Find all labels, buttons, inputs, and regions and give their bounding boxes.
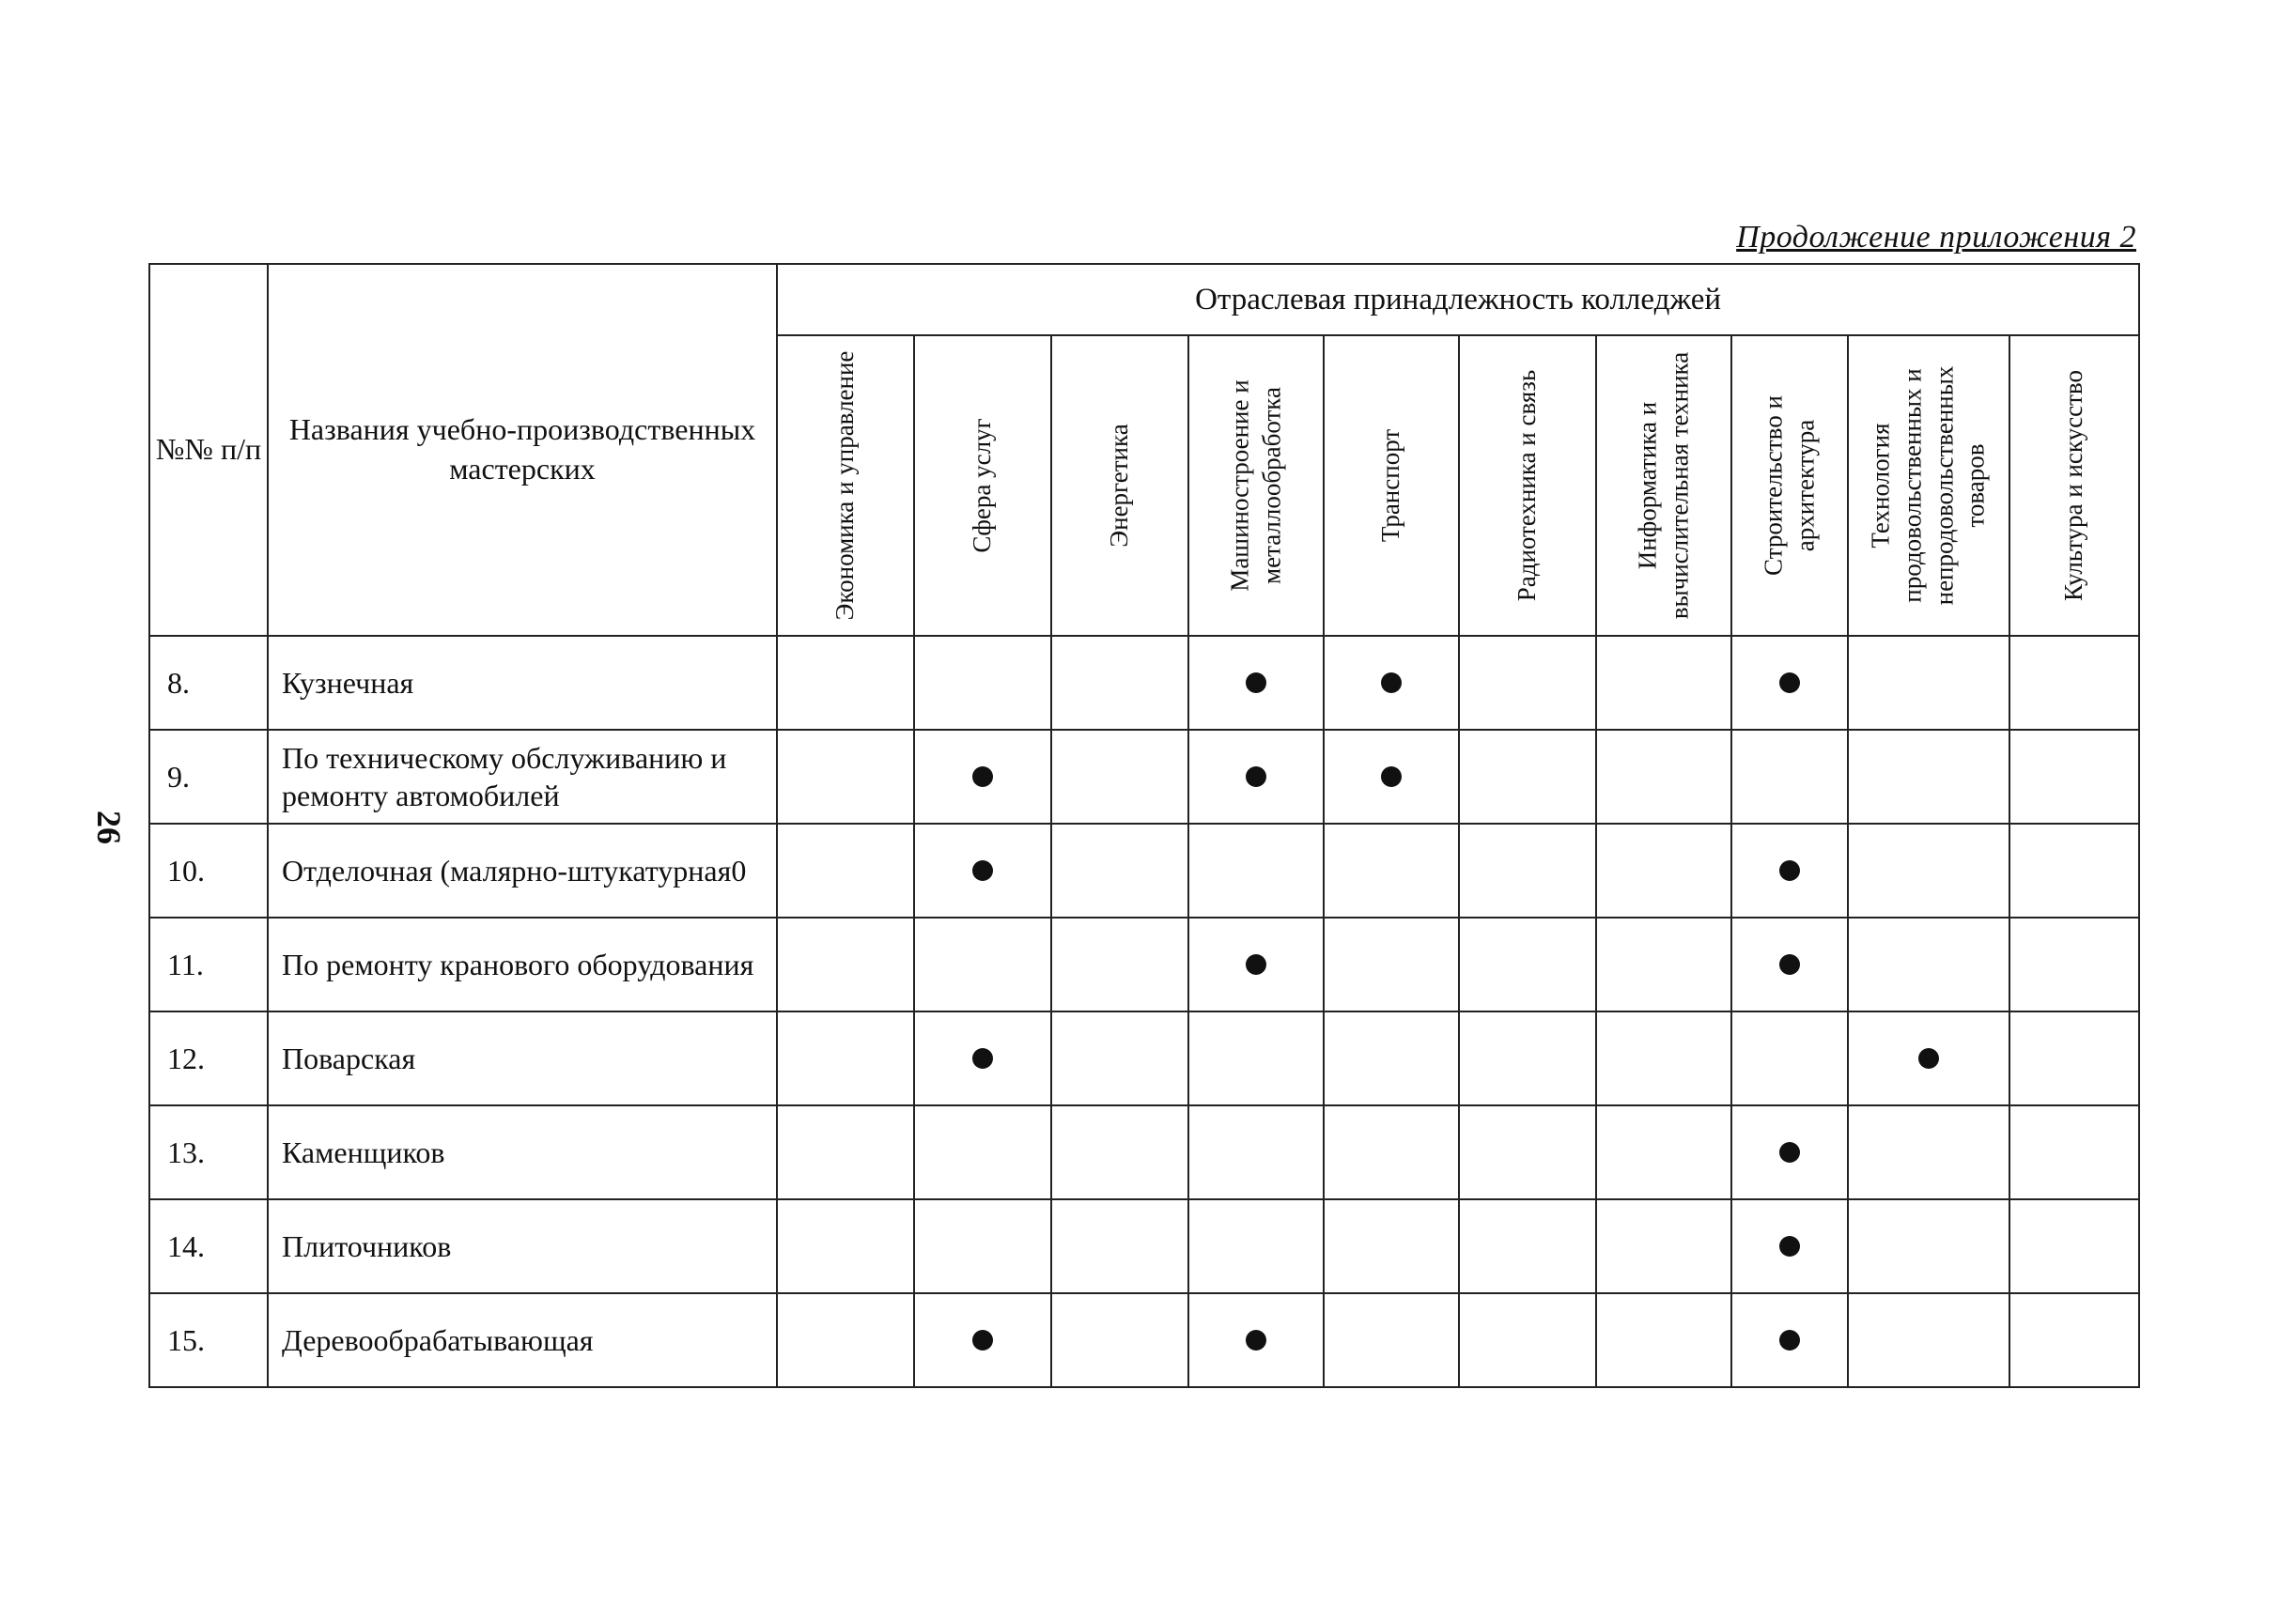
industry-cell <box>914 1011 1051 1105</box>
bullet-mark <box>972 1330 993 1351</box>
industry-header <box>1459 335 1596 636</box>
industry-cell <box>1324 1011 1459 1105</box>
industry-cell <box>1188 1011 1324 1105</box>
industry-cell <box>2009 918 2139 1011</box>
workshop-name: Отделочная (малярно-штукатурная0 <box>268 824 777 918</box>
industry-header-label: Транспорт <box>1376 428 1405 543</box>
col-name-header: Названия учебно-производственных мастерских <box>268 264 777 636</box>
industry-cell <box>1848 824 2009 918</box>
industry-cell <box>2009 1011 2139 1105</box>
row-number: 10. <box>149 824 268 918</box>
table-row <box>149 636 2139 730</box>
row-number: 13. <box>149 1105 268 1199</box>
bullet-mark <box>1246 954 1266 975</box>
industry-header <box>1051 335 1188 636</box>
row-number: 12. <box>149 1011 268 1105</box>
industry-cell <box>1848 1105 2009 1199</box>
industry-cell <box>1596 1199 1731 1293</box>
industry-cell <box>1731 1199 1848 1293</box>
bullet-mark <box>1779 1142 1800 1163</box>
industry-cell <box>1188 1293 1324 1387</box>
industry-cell <box>777 1011 914 1105</box>
industry-cell <box>1596 824 1731 918</box>
industry-cell <box>1731 1011 1848 1105</box>
industry-cell <box>1051 824 1188 918</box>
industry-cell <box>1596 636 1731 730</box>
industry-cell <box>914 918 1051 1011</box>
industry-cell <box>914 1199 1051 1293</box>
industry-cell <box>1051 1105 1188 1199</box>
industry-cell <box>1731 730 1848 824</box>
industry-cell <box>1459 824 1596 918</box>
industry-cell <box>1051 636 1188 730</box>
industry-cell <box>1459 1011 1596 1105</box>
bullet-mark <box>1779 672 1800 693</box>
industry-cell <box>1051 730 1188 824</box>
row-number: 14. <box>149 1199 268 1293</box>
industry-cell <box>1459 1199 1596 1293</box>
industry-cell <box>2009 1293 2139 1387</box>
industry-cell <box>777 636 914 730</box>
workshop-name: Деревообрабатывающая <box>268 1293 777 1387</box>
table-row <box>149 918 2139 1011</box>
industry-cell <box>1051 1293 1188 1387</box>
table-row <box>149 1011 2139 1105</box>
industry-cell <box>1051 1199 1188 1293</box>
industry-cell <box>1324 1199 1459 1293</box>
industry-cell <box>777 1105 914 1199</box>
industry-cell <box>1188 918 1324 1011</box>
industry-cell <box>1731 824 1848 918</box>
industry-cell <box>2009 1105 2139 1199</box>
industry-cell <box>777 918 914 1011</box>
row-number: 11. <box>149 918 268 1011</box>
bullet-mark <box>972 1048 993 1069</box>
bullet-mark <box>1246 1330 1266 1351</box>
table-row <box>149 824 2139 918</box>
industry-header-label: Энергетика <box>1105 424 1134 548</box>
industry-header-label: Строительство и архитектура <box>1759 395 1819 576</box>
row-number: 9. <box>149 730 268 824</box>
industry-cell <box>1848 730 2009 824</box>
bullet-mark <box>1918 1048 1939 1069</box>
industry-header <box>1848 335 2009 636</box>
industry-cell <box>2009 1199 2139 1293</box>
industry-cell <box>1188 730 1324 824</box>
industry-header <box>2009 335 2139 636</box>
workshop-name: По ремонту кранового оборудования <box>268 918 777 1011</box>
industry-cell <box>914 1105 1051 1199</box>
bullet-mark <box>1381 766 1402 787</box>
industry-cell <box>2009 730 2139 824</box>
bullet-mark <box>1246 766 1266 787</box>
industry-cell <box>1188 1105 1324 1199</box>
industry-cell <box>1731 918 1848 1011</box>
industry-cell <box>1596 1011 1731 1105</box>
workshop-name: Каменщиков <box>268 1105 777 1199</box>
bullet-mark <box>1381 672 1402 693</box>
industry-header <box>1188 335 1324 636</box>
industry-cell <box>914 1293 1051 1387</box>
industry-cell <box>914 636 1051 730</box>
industry-cell <box>1848 1199 2009 1293</box>
industry-cell <box>777 730 914 824</box>
row-number: 15. <box>149 1293 268 1387</box>
industry-cell <box>1459 636 1596 730</box>
industry-cell <box>1848 1293 2009 1387</box>
industry-cell <box>914 824 1051 918</box>
industry-cell <box>1848 636 2009 730</box>
industry-cell <box>1324 824 1459 918</box>
industry-cell <box>1459 1105 1596 1199</box>
industry-cell <box>1459 918 1596 1011</box>
industry-cell <box>1324 636 1459 730</box>
industry-cell <box>1051 918 1188 1011</box>
industry-header-label: Радиотехника и связь <box>1513 369 1542 602</box>
col-number-header: №№ п/п <box>149 264 268 636</box>
industry-header <box>777 335 914 636</box>
industry-cell <box>1324 1105 1459 1199</box>
bullet-mark <box>1779 954 1800 975</box>
industry-cell <box>914 730 1051 824</box>
table-row <box>149 730 2139 824</box>
bullet-mark <box>1779 1330 1800 1351</box>
bullet-mark <box>1779 860 1800 881</box>
bullet-mark <box>972 766 993 787</box>
industry-group-header: Отраслевая принадлежность колледжей <box>777 264 2139 335</box>
industry-cell <box>1596 1105 1731 1199</box>
industry-cell <box>1848 918 2009 1011</box>
industry-cell <box>777 1199 914 1293</box>
industry-cell <box>1596 1293 1731 1387</box>
industry-cell <box>777 1293 914 1387</box>
bullet-mark <box>1246 672 1266 693</box>
industry-cell <box>2009 636 2139 730</box>
table-row <box>149 1105 2139 1199</box>
workshop-name: Кузнечная <box>268 636 777 730</box>
industry-header-label: Экономика и управление <box>830 350 860 621</box>
page-number: 26 <box>90 810 128 844</box>
table-row <box>149 1293 2139 1387</box>
industry-cell <box>1324 730 1459 824</box>
industry-header-label: Информатика и вычислительная техника <box>1633 351 1693 620</box>
industry-header-label: Машиностроение и металлообработка <box>1225 379 1285 592</box>
industry-cell <box>1848 1011 2009 1105</box>
industry-cell <box>1731 1293 1848 1387</box>
row-number: 8. <box>149 636 268 730</box>
industry-cell <box>777 824 914 918</box>
industry-cell <box>1731 1105 1848 1199</box>
bullet-mark <box>972 860 993 881</box>
industry-cell <box>1596 918 1731 1011</box>
industry-header-label: Технология продовольственных и непродовольственных товаров <box>1866 365 1990 606</box>
industry-cell <box>1324 918 1459 1011</box>
industry-header-label: Сфера услуг <box>968 418 997 553</box>
industry-header <box>1731 335 1848 636</box>
bullet-mark <box>1779 1236 1800 1257</box>
workshop-name: Плиточников <box>268 1199 777 1293</box>
workshop-name: Поварская <box>268 1011 777 1105</box>
industry-cell <box>1459 730 1596 824</box>
industry-cell <box>2009 824 2139 918</box>
industry-cell <box>1596 730 1731 824</box>
industry-header-label: Культура и искусство <box>2059 370 2088 601</box>
industry-header <box>914 335 1051 636</box>
workshop-name: По техническому обслуживанию и ремонту автомобилей <box>268 730 777 824</box>
industry-cell <box>1188 824 1324 918</box>
industry-cell <box>1731 636 1848 730</box>
table-row <box>149 1199 2139 1293</box>
appendix-caption: Продолжение приложения 2 <box>1736 220 2136 255</box>
industry-cell <box>1324 1293 1459 1387</box>
industry-header <box>1596 335 1731 636</box>
industry-cell <box>1459 1293 1596 1387</box>
industry-cell <box>1051 1011 1188 1105</box>
industry-cell <box>1188 636 1324 730</box>
workshops-table <box>148 263 2140 1388</box>
industry-cell <box>1188 1199 1324 1293</box>
industry-header <box>1324 335 1459 636</box>
